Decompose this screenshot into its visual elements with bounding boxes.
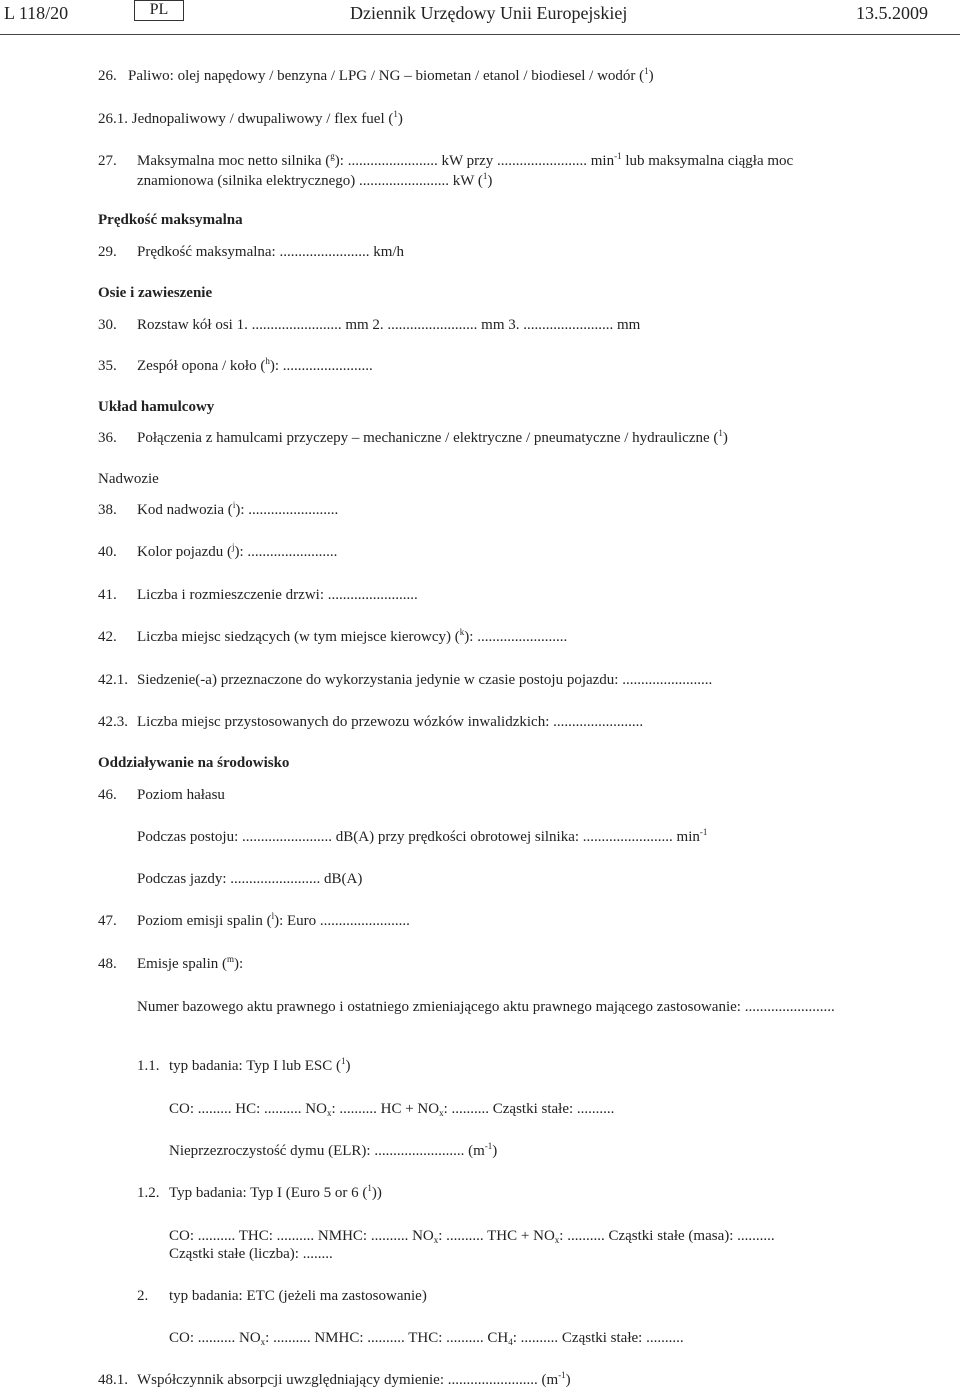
item-27-num: 27.	[98, 153, 117, 169]
test-2: typ badania: ETC (jeżeli ma zastosowanie)	[169, 1288, 427, 1304]
test-1-2-particles-number: Cząstki stałe (liczba): ........	[169, 1246, 333, 1262]
item-48-1-num: 48.1.	[98, 1372, 128, 1388]
item-35: Zespół opona / koło ($^h$): ........................	[137, 356, 373, 374]
test-1-1: typ badania: Typ I lub ESC ($^1$)	[169, 1056, 351, 1074]
item-46-num: 46.	[98, 787, 117, 803]
item-47-num: 47.	[98, 913, 117, 929]
section-heading-environment: Oddziaływanie na środowisko	[98, 755, 290, 771]
item-46: Poziom hałasu	[137, 787, 225, 803]
item-42-num: 42.	[98, 629, 117, 645]
item-48: Emisje spalin ($^m$):	[137, 954, 244, 972]
item-36-num: 36.	[98, 430, 117, 446]
item-40-num: 40.	[98, 544, 117, 560]
journal-title: Dziennik Urzędowy Unii Europejskiej	[350, 3, 628, 23]
section-heading-speed: Prędkość maksymalna	[98, 212, 243, 228]
page-number: L 118/20	[4, 3, 69, 23]
page-header	[0, 0, 960, 35]
item-38-num: 38.	[98, 502, 117, 518]
item-36: Połączenia z hamulcami przyczepy – mechaniczne / elektryczne / pneumatyczne / hydrauliczne ($^1$)	[137, 428, 728, 446]
test-1-1-smoke: Nieprzezroczystość dymu (ELR): ........................ $(m^{-1})$	[169, 1141, 498, 1159]
item-48-basic-act: Numer bazowego aktu prawnego i ostatniego zmieniającego aktu prawnego mającego zastosowanie: ........................	[137, 999, 835, 1015]
test-2-pollutants: CO: .......... $NO_x$: .......... NMHC: .......... THC: .......... $CH_4$: .......... Cząstki stałe: ..........	[169, 1330, 684, 1347]
item-42-1: Siedzenie(-a) przeznaczone do wykorzystania jedynie w czasie postoju pojazdu: ........................	[137, 672, 713, 688]
test-1-2-pollutants: CO: .......... THC: .......... NMHC: .......... $NO_x$: .......... THC + $NO_x$: .......... Cząstki stałe (masa): ..........	[169, 1228, 775, 1245]
test-1-2-num: 1.2.	[137, 1185, 160, 1201]
item-47: Poziom emisji spalin ($^l$): Euro ........................	[137, 911, 410, 929]
item-42-3-num: 42.3.	[98, 714, 128, 730]
item-48-1: Współczynnik absorpcji uwzględniający dymienie: ........................ $(m^{-1})$	[137, 1370, 571, 1388]
publication-date: 13.5.2009	[856, 3, 928, 23]
item-35-num: 35.	[98, 358, 117, 374]
test-1-1-pollutants: CO: ......... HC: .......... $NO_x$: .......... HC + $NO_x$: .......... Cząstki stałe: ..........	[169, 1101, 615, 1118]
section-heading-body: Nadwozie	[98, 471, 159, 487]
item-27-line2: znamionowa (silnika elektrycznego) ........................ kW ($^1$)	[137, 171, 493, 189]
language-badge: PL	[134, 0, 184, 21]
section-heading-axles: Osie i zawieszenie	[98, 285, 213, 301]
item-38: Kod nadwozia ($^i$): ........................	[137, 500, 339, 518]
item-41: Liczba i rozmieszczenie drzwi: ........................	[137, 587, 418, 603]
item-42: Liczba miejsc siedzących (w tym miejsce kierowcy) ($^k$): ........................	[137, 627, 568, 645]
test-2-num: 2.	[137, 1288, 149, 1304]
item-41-num: 41.	[98, 587, 117, 603]
item-30-num: 30.	[98, 317, 117, 333]
noise-driving: Podczas jazdy: ........................ dB(A)	[137, 871, 363, 887]
item-30: Rozstaw kół osi 1. ........................ mm 2. ........................ mm 3. ........................ mm	[137, 317, 641, 333]
item-42-1-num: 42.1.	[98, 672, 128, 688]
test-1-2: Typ badania: Typ I (Euro 5 or 6 ($^1$))	[169, 1183, 382, 1201]
noise-stationary: Podczas postoju: ........................ dB(A) przy prędkości obrotowej silnika: ........................ $\min^{-1}$	[137, 827, 708, 845]
item-48-num: 48.	[98, 956, 117, 972]
item-26: 26. Paliwo: olej napędowy / benzyna / LPG / NG – biometan / etanol / biodiesel / wodór ($^1$)	[98, 66, 654, 84]
item-42-3: Liczba miejsc przystosowanych do przewozu wózków inwalidzkich: ........................	[137, 714, 644, 730]
item-40: Kolor pojazdu ($^j$): ........................	[137, 542, 338, 560]
item-29-num: 29.	[98, 244, 117, 260]
item-27: Maksymalna moc netto silnika ($^g$): ........................ kW przy ........................ $\min^{-1}$ lub maksymalna ciągła moc	[137, 151, 794, 169]
item-29: Prędkość maksymalna: ........................ km/h	[137, 244, 405, 260]
test-1-1-num: 1.1.	[137, 1058, 160, 1074]
item-26-1: 26.1. Jednopaliwowy / dwupaliwowy / flex fuel ($^1$)	[98, 109, 403, 127]
section-heading-brakes: Układ hamulcowy	[98, 399, 215, 415]
